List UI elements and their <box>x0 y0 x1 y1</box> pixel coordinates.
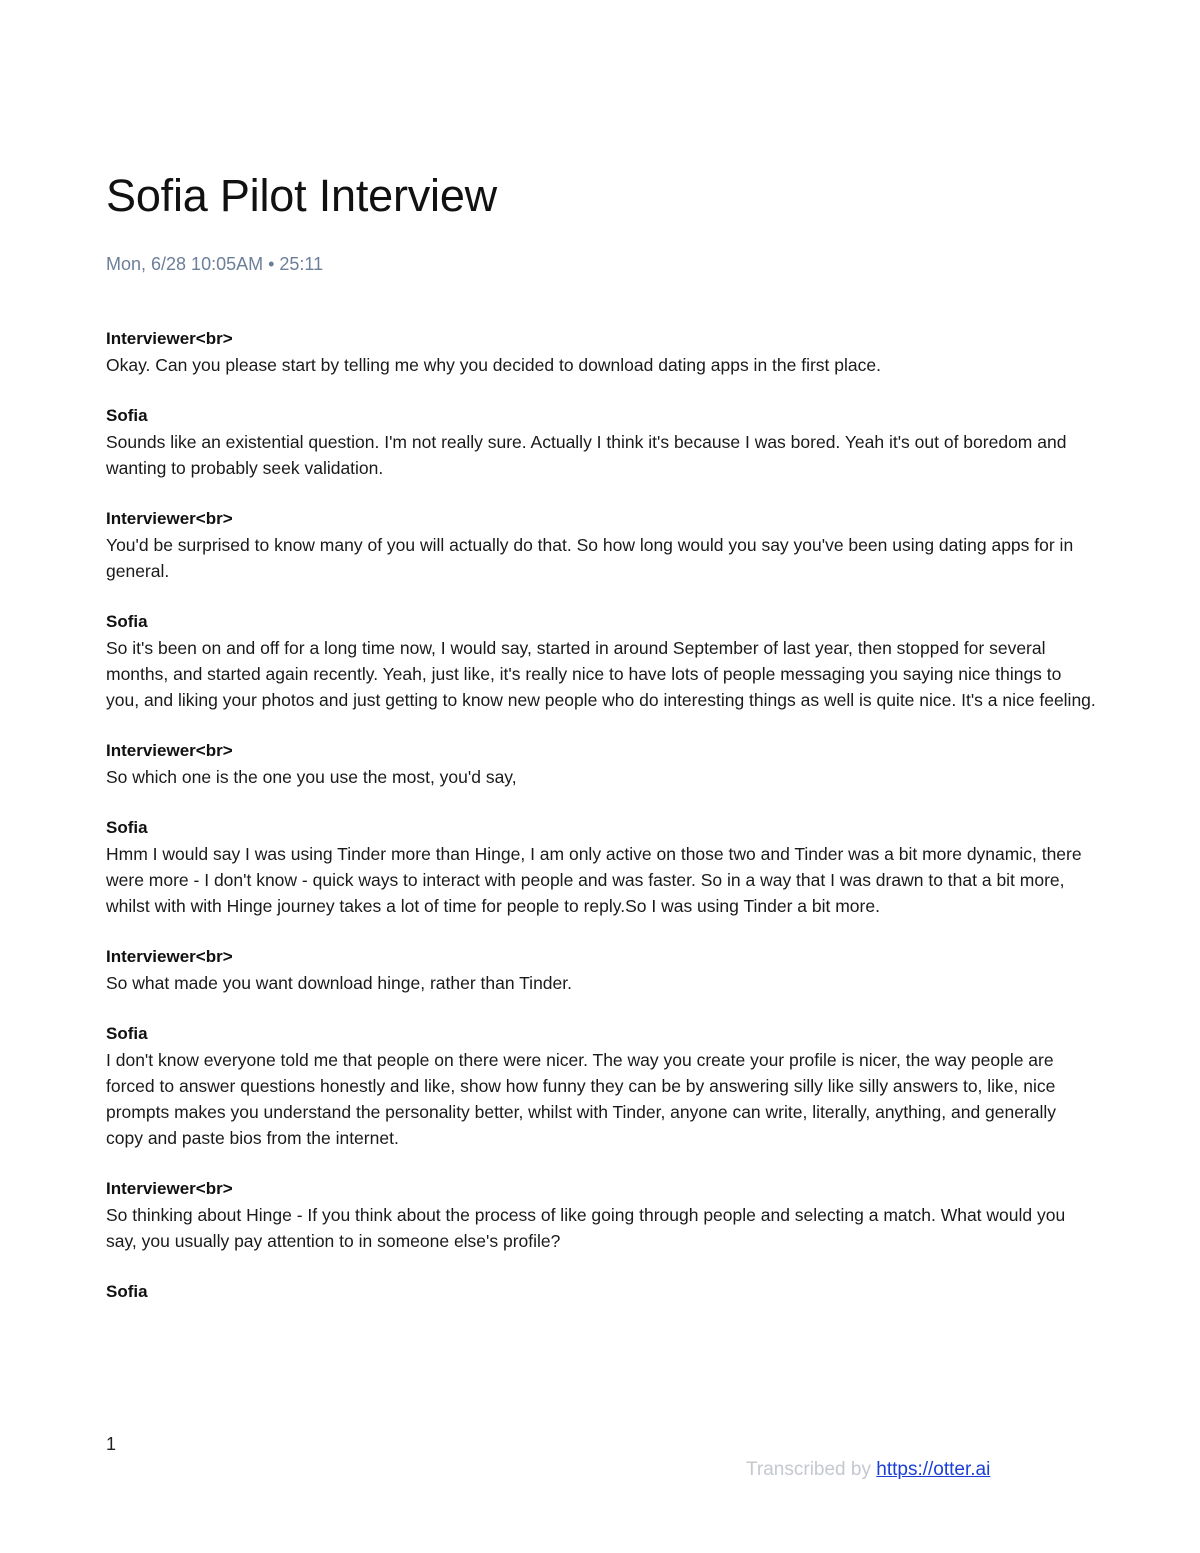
transcript-entry <box>106 1279 1096 1305</box>
document-title: Sofia Pilot Interview <box>106 170 497 221</box>
speaker-name: Interviewer<br> <box>106 947 233 966</box>
utterance-text: Sounds like an existential question. I'm not really sure. Actually I think it's because I was bored. Yeah it's out of boredom and wanting to probably seek validation. <box>106 432 1067 478</box>
transcript-entry <box>106 815 1096 919</box>
utterance-text: So it's been on and off for a long time now, I would say, started in around September of last year, then stopped for several months, and started again recently. Yeah, just like, it's really nice to have lots of people messaging you saying nice things to you, and liking your photos and just getting to know new people who do interesting things as well is quite nice. It's a nice feeling. <box>106 638 1096 710</box>
speaker-name: Sofia <box>106 818 148 837</box>
speaker-name: Sofia <box>106 1282 148 1301</box>
utterance-text: So thinking about Hinge - If you think about the process of like going through people and selecting a match. What would you say, you usually pay attention to in someone else's profile? <box>106 1205 1066 1251</box>
transcription-credit <box>746 1459 990 1481</box>
utterance-text: So which one is the one you use the most, you'd say, <box>106 767 517 787</box>
transcript-entry <box>106 403 1096 481</box>
speaker-name: Interviewer<br> <box>106 329 233 348</box>
transcript-entry <box>106 609 1096 713</box>
utterance-text: Hmm I would say I was using Tinder more than Hinge, I am only active on those two and Tinder was a bit more dynamic, there were more - I don't know - quick ways to interact with people and was faster. So in a way that I was drawn to that a bit more, whilst with with Hinge journey takes a lot of time for people to reply.So I was using Tinder a bit more. <box>106 844 1082 916</box>
speaker-name: Interviewer<br> <box>106 1179 233 1198</box>
utterance-text: You'd be surprised to know many of you will actually do that. So how long would you say you've been using dating apps for in general. <box>106 535 1074 581</box>
page-number: 1 <box>106 1434 117 1454</box>
transcript <box>106 326 1096 1330</box>
speaker-name: Sofia <box>106 406 148 425</box>
utterance-text: Okay. Can you please start by telling me why you decided to download dating apps in the first place. <box>106 355 881 375</box>
transcript-entry <box>106 1021 1096 1151</box>
speaker-name: Sofia <box>106 1024 148 1043</box>
recording-meta: Mon, 6/28 10:05AM • 25:11 <box>106 254 324 274</box>
transcribed-by-label: Transcribed by <box>746 1459 871 1480</box>
transcript-entry <box>106 1176 1096 1254</box>
transcript-entry <box>106 326 1096 378</box>
speaker-name: Interviewer<br> <box>106 509 233 528</box>
utterance-text: I don't know everyone told me that people on there were nicer. The way you create your profile is nicer, the way people are forced to answer questions honestly and like, show how funny they can be by answering silly like silly answers to, like, nice prompts makes you understand the personality better, whilst with Tinder, anyone can write, literally, anything, and generally copy and paste bios from the internet. <box>106 1050 1057 1148</box>
transcript-entry <box>106 944 1096 996</box>
speaker-name: Sofia <box>106 612 148 631</box>
utterance-text: So what made you want download hinge, rather than Tinder. <box>106 973 572 993</box>
transcript-entry <box>106 738 1096 790</box>
transcript-entry <box>106 506 1096 584</box>
otter-link[interactable]: https://otter.ai <box>876 1459 991 1480</box>
speaker-name: Interviewer<br> <box>106 741 233 760</box>
